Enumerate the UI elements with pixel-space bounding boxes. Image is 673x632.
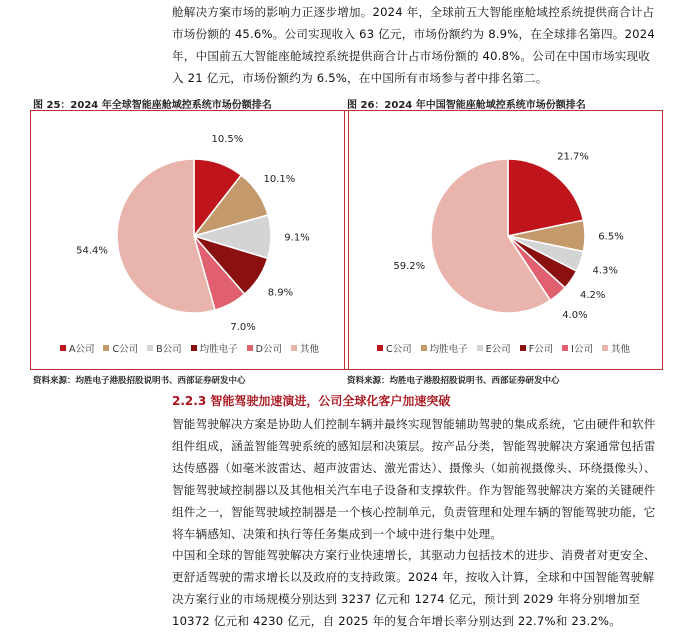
legend-item-C公司	[103, 341, 138, 355]
figure-26-title: 图 26：2024 年中国智能座舱域控系统市场份额排名	[347, 100, 586, 111]
figure-25-pie-chart	[31, 111, 350, 341]
legend-item-A公司	[60, 341, 95, 355]
figure-25-legend	[31, 341, 348, 355]
paragraph-driving-solutions: 智能驾驶解决方案是协助人们控制车辆并最终实现智能辅助驾驶的集成系统，它由硬件和软件组件组成，涵盖智能驾驶系统的感知层和决策层。按产品分类，智能驾驶解决方案通常包括雷达传感器（如毫米波雷达、超声波雷达、激光雷达）、摄像头（如前视摄像头、环绕摄像头）、智能驾驶域控制器以及其他相关汽车电子设备和支撑软件。作为智能驾驶解决方案的关键硬件组件之一，智能驾驶域控制器是一个核心控制单元，负责管理和处理车辆的智能驾驶功能，它将车辆感知、决策和执行等任务集成到一个域中进行集中处理。	[172, 417, 656, 541]
legend-label: F公司	[528, 344, 554, 355]
figure-26-source: 资料来源：均胜电子港股招股说明书、西部证券研发中心	[347, 376, 560, 386]
legend-item-E公司	[477, 341, 511, 355]
legend-label: B公司	[156, 344, 182, 355]
pie-label-I公司: 4.0%	[562, 309, 588, 321]
legend-label: C公司	[386, 344, 412, 355]
intro-paragraph: 舱解决方案市场的影响力正逐步增加。2024 年，全球前五大智能座舱域控系统提供商合计占市场份额的 45.6%。公司实现收入 63 亿元，市场份额约为 8.9%，在全球排名第四。2024 年，中国前五大智能座舱域控系统提供商合计占市场份额的 40.8%。公司在中国市场实现收入 21 亿元，市场份额约为 6.5%，在中国所有市场参与者中排名第二。	[172, 5, 655, 85]
legend-item-均胜电子	[191, 341, 238, 355]
legend-item-C公司	[377, 341, 412, 355]
legend-label: E公司	[485, 344, 511, 355]
legend-item-D公司	[247, 341, 282, 355]
legend-label: D公司	[255, 344, 282, 355]
legend-swatch	[103, 345, 109, 351]
legend-label: C公司	[112, 344, 139, 355]
legend-label: 均胜电子	[199, 344, 238, 355]
legend-item-F公司	[520, 341, 553, 355]
legend-swatch	[477, 345, 483, 351]
figure-25-source: 资料来源：均胜电子港股招股说明书、西部证券研发中心	[33, 376, 246, 386]
figure-25-panel	[30, 110, 349, 370]
legend-swatch	[562, 345, 568, 351]
legend-item-均胜电子	[421, 341, 468, 355]
pie-label-E公司: 4.3%	[592, 265, 618, 277]
legend-swatch	[147, 345, 153, 351]
legend-label: 其他	[610, 344, 630, 355]
pie-label-C公司: 21.7%	[557, 151, 589, 163]
legend-swatch	[247, 345, 253, 351]
pie-label-A公司: 10.5%	[211, 134, 244, 146]
pie-label-B公司: 9.1%	[284, 232, 310, 244]
figure-25-title: 图 25：2024 年全球智能座舱域控系统市场份额排名	[33, 100, 272, 111]
legend-item-B公司	[147, 341, 182, 355]
pie-label-D公司: 7.0%	[230, 322, 256, 334]
legend-label: 其他	[300, 344, 320, 355]
legend-swatch	[602, 345, 608, 351]
legend-label: I公司	[571, 344, 593, 355]
pie-label-其他: 54.4%	[76, 245, 108, 257]
legend-label: A公司	[68, 344, 95, 355]
legend-swatch	[520, 345, 526, 351]
paragraph-market-growth: 中国和全球的智能驾驶解决方案行业快速增长，其驱动力包括技术的进步、消费者对更安全、更舒适驾驶的需求增长以及政府的支持政策。2024 年，按收入计算，全球和中国智能驾驶解决方案行业的市场规模分别达到 3237 亿元和 1274 亿元，预计到 2029 年将分别增加至 10372 亿元和 4230 亿元，自 2025 年的复合年增长率分别达到 22.7%和 23.2%。	[172, 548, 656, 628]
pie-label-其他: 59.2%	[393, 261, 426, 272]
legend-item-其他	[602, 341, 630, 355]
pie-label-F公司: 4.2%	[579, 290, 606, 302]
figure-26-panel	[344, 110, 663, 370]
pie-label-均胜电子: 6.5%	[598, 231, 624, 243]
legend-label: 均胜电子	[429, 344, 468, 355]
pie-label-均胜电子: 8.9%	[267, 287, 294, 299]
pie-label-C公司: 10.1%	[263, 173, 296, 185]
figure-26-legend	[345, 341, 662, 355]
legend-item-其他	[291, 341, 319, 355]
legend-swatch	[291, 345, 297, 351]
section-heading: 2.2.3 智能驾驶加速演进，公司全球化客户加速突破	[172, 394, 451, 408]
legend-swatch	[191, 345, 197, 351]
legend-item-I公司	[562, 341, 593, 355]
legend-swatch	[377, 345, 383, 351]
figure-26-pie-chart	[345, 111, 664, 341]
legend-swatch	[60, 345, 66, 351]
legend-swatch	[421, 345, 427, 351]
